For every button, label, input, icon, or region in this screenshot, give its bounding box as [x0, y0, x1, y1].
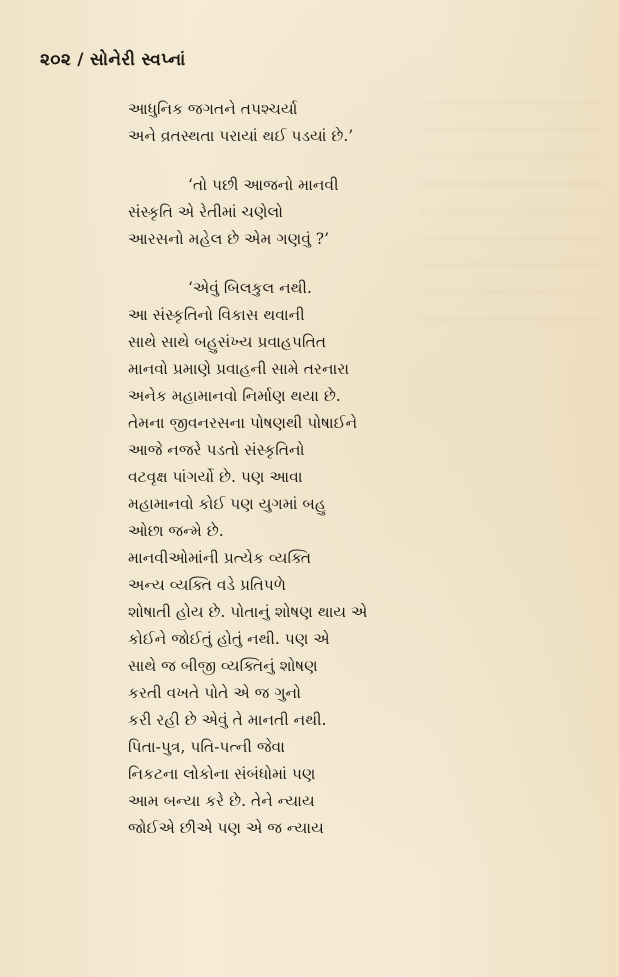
poem-line: ઓછા જન્મે છે. [128, 522, 224, 540]
poem-line: વટવૃક્ષ પાંગર્યો છે. પણ આવા [128, 468, 303, 486]
poem-line: તેમના જીવનરસના પોષણથી પોષાઈને [128, 414, 358, 432]
poem-line: ‘એવું બિલકુલ નથી. [188, 279, 312, 297]
poem-line: માનવો પ્રમાણે પ્રવાહની સામે તરનારા [128, 360, 350, 378]
poem-body [128, 96, 588, 864]
poem-line: કરી રહી છે એવું તે માનતી નથી. [128, 711, 327, 729]
poem-line: અનેક મહામાનવો નિર્માણ થયા છે. [128, 387, 341, 405]
poem-line: પિતા-પુત્ર, પતિ-પત્ની જેવા [128, 738, 285, 756]
poem-line: શોષાતી હોય છે. પોતાનું શોષણ થાય એ [128, 603, 368, 621]
poem-line: નિકટના લોકોના સંબંધોમાં પણ [128, 765, 316, 783]
poem-line: આધુનિક જગતને તપશ્ચર્યા [128, 100, 298, 118]
poem-line: આજે નજરે પડતો સંસ્કૃતિનો [128, 441, 305, 459]
poem-line: સાથે સાથે બહુસંખ્ય પ્રવાહપતિત [128, 333, 327, 351]
poem-line: કરતી વખતે પોતે એ જ ગુનો [128, 684, 301, 702]
poem-line: અને વ્રતસ્થતા પરાયાં થઈ પડયાં છે.’ [128, 127, 354, 145]
running-header: ૨૦૨ / સોનેરી સ્વપ્નાં [40, 50, 186, 70]
poem-line: સંસ્કૃતિ એ રેતીમાં ચણેલો [128, 203, 284, 221]
poem-line: માનવીઓમાંની પ્રત્યેક વ્યક્તિ [128, 549, 312, 567]
poem-line: ‘તો પછી આજનો માનવી [188, 176, 339, 194]
poem-line: અન્ય વ્યક્તિ વડે પ્રતિપળે [128, 576, 286, 594]
poem-line: આમ બન્યા કરે છે. તેને ન્યાય [128, 792, 315, 810]
poem-line: આરસનો મહેલ છે એમ ગણવું ?’ [128, 230, 330, 248]
poem-line: આ સંસ્કૃતિનો વિકાસ થવાની [128, 306, 305, 324]
poem-line: મહામાનવો કોઈ પણ યુગમાં બહુ [128, 495, 326, 513]
poem-line: જોઈએ છીએ પણ એ જ ન્યાય [128, 819, 324, 837]
stanza-1 [128, 96, 588, 150]
poem-line: સાથે જ બીજી વ્યક્તિનું શોષણ [128, 657, 318, 675]
poem-line: કોઈને જોઈતું હોતું નથી. પણ એ [128, 630, 330, 648]
stanza-3 [128, 275, 588, 842]
stanza-2 [128, 172, 588, 253]
